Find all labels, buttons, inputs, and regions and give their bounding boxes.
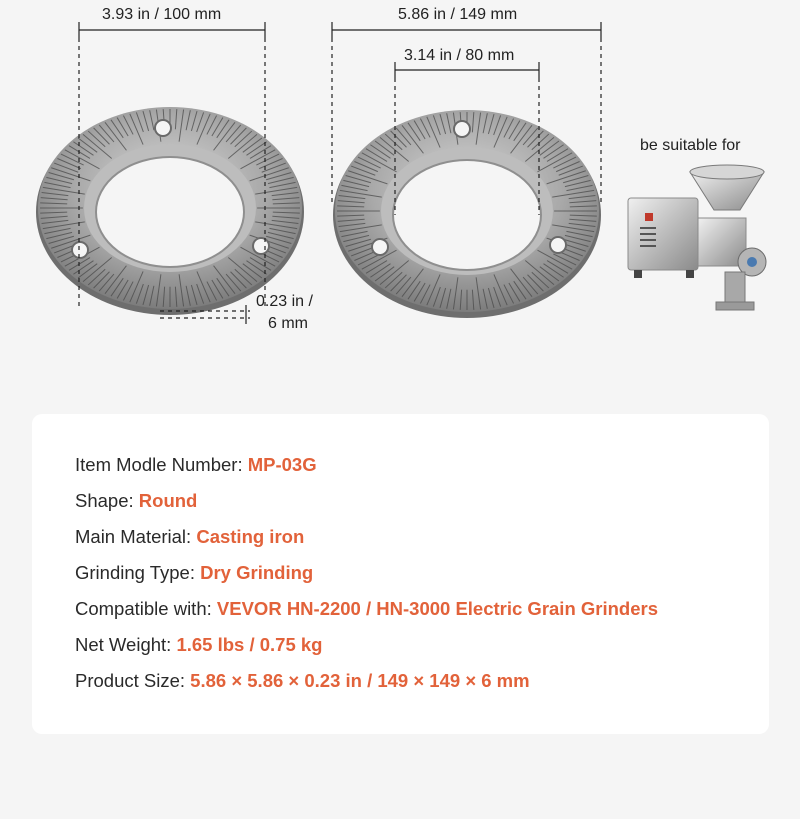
spec-label: Shape: — [75, 490, 134, 511]
product-images-area — [0, 0, 800, 400]
spec-value: Dry Grinding — [200, 562, 314, 583]
spec-value: VEVOR HN-2200 / HN-3000 Electric Grain Grinders — [216, 598, 658, 619]
spec-row-grinding-type — [75, 562, 313, 584]
burr-disc-right — [333, 110, 601, 318]
spec-value: 1.65 lbs / 0.75 kg — [176, 634, 323, 655]
spec-label: Item Modle Number: — [75, 454, 243, 475]
spec-label: Grinding Type: — [75, 562, 195, 583]
spec-label: Compatible with: — [75, 598, 212, 619]
spec-value: Round — [138, 490, 198, 511]
grain-grinder-machine — [628, 165, 766, 310]
dimension-thickness-line1: 0.23 in / — [256, 293, 313, 310]
spec-value: Casting iron — [196, 526, 305, 547]
specifications-card — [32, 414, 769, 734]
spec-row-model — [75, 454, 317, 476]
spec-value: 5.86 × 5.86 × 0.23 in / 149 × 149 × 6 mm — [190, 670, 530, 691]
dimension-inner-left: 3.93 in / 100 mm — [102, 6, 222, 23]
dimension-thickness-line2: 6 mm — [268, 315, 308, 332]
spec-label: Main Material: — [75, 526, 192, 547]
spec-row-weight — [75, 634, 322, 656]
suitable-label: be suitable for — [640, 137, 741, 154]
spec-row-shape — [75, 490, 197, 512]
spec-row-size — [75, 670, 530, 692]
spec-row-compatible — [75, 598, 658, 620]
burr-disc-left — [36, 107, 304, 315]
spec-label: Product Size: — [75, 670, 186, 691]
spec-row-material — [75, 526, 304, 548]
product-illustration — [0, 0, 800, 400]
spec-value: MP-03G — [247, 454, 317, 475]
dimension-inner-right: 3.14 in / 80 mm — [404, 47, 515, 64]
spec-label: Net Weight: — [75, 634, 172, 655]
dimension-outer-right: 5.86 in / 149 mm — [398, 6, 518, 23]
